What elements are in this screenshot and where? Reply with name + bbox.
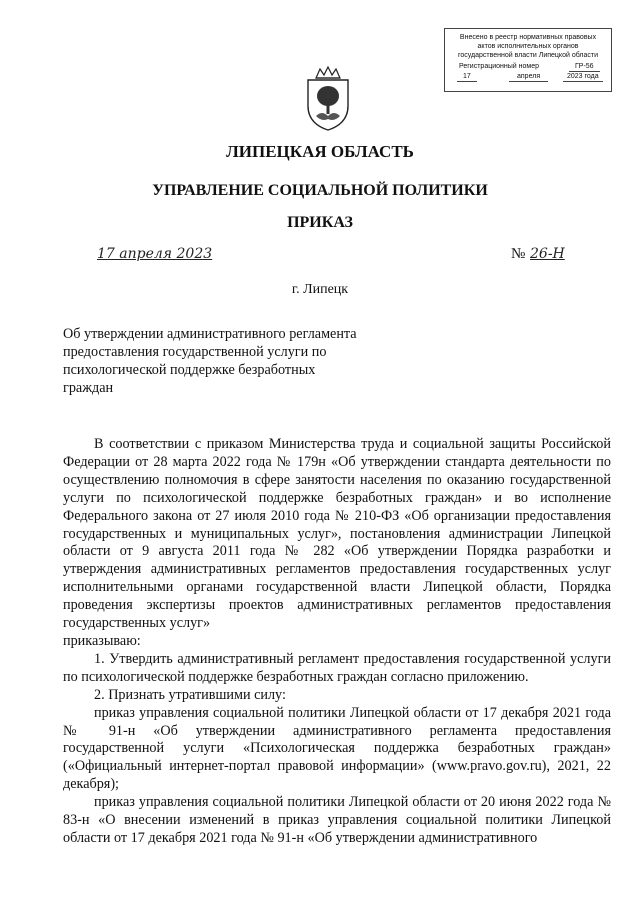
- order-word: приказываю:: [63, 632, 141, 649]
- order-date-handwritten: 17 апреля 2023: [97, 246, 213, 262]
- item-1: 1. Утвердить административный регламент предоставления государственной услуги по психологической поддержке безработных граждан согласно приложению.: [63, 650, 611, 685]
- agency-title: УПРАВЛЕНИЕ СОЦИАЛЬНОЙ ПОЛИТИКИ: [152, 182, 488, 199]
- order-subject: Об утверждении административного регламента предоставления государственной услуги по психологической поддержке безработных граждан: [63, 326, 357, 396]
- stamp-year: 2023 года: [563, 72, 603, 82]
- stamp-reg-number: ГР-56: [569, 62, 600, 72]
- item-2-subitem-a: приказ управления социальной политики Липецкой области от 17 декабря 2021 года № 91-н «Об утверждении административного регламента предоставления государственной услуги «Психологическая поддержка безработных граждан» («Официальный интернет-портал правовой информации» (www.pravo.gov.ru), 2021, 22 декабря);: [63, 704, 611, 793]
- stamp-line: Внесено в реестр нормативных правовых: [459, 34, 597, 41]
- city-line: г. Липецк: [291, 282, 349, 297]
- region-title: ЛИПЕЦКАЯ ОБЛАСТЬ: [226, 142, 414, 161]
- item-2: 2. Признать утратившими силу:: [94, 686, 286, 703]
- order-number-handwritten: 26-Н: [530, 246, 565, 262]
- order-body: [63, 436, 611, 848]
- item-2-subitem-b: приказ управления социальной политики Липецкой области от 20 июня 2022 года № 83-н «О внесении изменений в приказ управления социальной политики Липецкой области от 17 декабря 2021 года № 91-н «Об утверждении административного: [63, 794, 611, 846]
- stamp-line: актов исполнительных органов: [477, 43, 579, 50]
- preamble-paragraph: В соответствии с приказом Министерства труда и социальной защиты Российской Федерации от 28 марта 2022 года № 179н «Об утверждении стандарта деятельности по осуществлению полномочия в сфере занятости населения по оказанию государственной услуги по психологической поддержке безработных граждан» и во исполнение Федерального закона от 27 июля 2010 года № 210-ФЗ «Об организации предоставления государственных и муниципальных услуг», постановления администрации Липецкой области от 9 августа 2011 года № 282 «Об утверждении Порядка разработки и утверждения административных регламентов предоставления государственных услуг исполнительными органами государственной власти Липецкой области, Порядка проведения экспертизы проектов административных регламентов предоставления государственных услуг»: [63, 436, 611, 632]
- stamp-month: апреля: [509, 72, 548, 82]
- document-type-title: ПРИКАЗ: [287, 214, 353, 231]
- stamp-day: 17: [457, 72, 477, 82]
- order-number-prefix: №: [511, 246, 526, 262]
- stamp-line: государственной власти Липецкой области: [457, 52, 598, 59]
- stamp-fields: [445, 62, 611, 82]
- registry-stamp: [444, 28, 612, 92]
- stamp-reg-label: Регистрационный номер: [459, 63, 539, 70]
- coat-of-arms-emblem: [302, 66, 354, 132]
